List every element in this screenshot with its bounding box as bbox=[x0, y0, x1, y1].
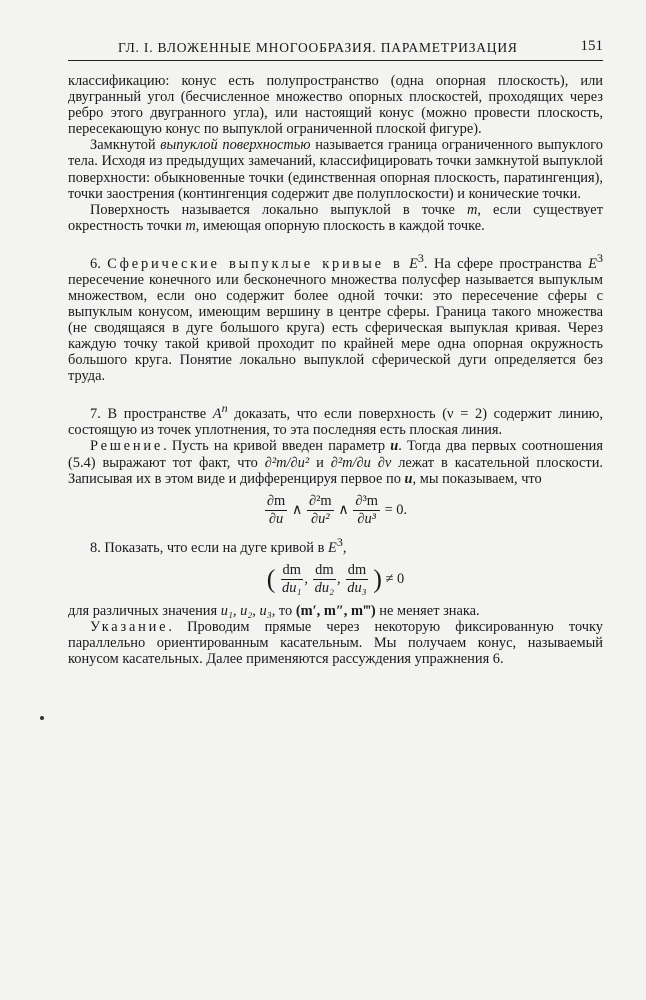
fraction-du2: $\frac{dm}{\text{du₂}}$ bbox=[314, 561, 335, 596]
exercise-8-condition: для различных значения u₁, u₂, u₃, то (m′, m″, m‴) не меняет знака. bbox=[68, 602, 480, 619]
chapter-title: ГЛ. I. ВЛОЖЕННЫЕ МНОГООБРАЗИЯ. ПАРАМЕТРИЗАЦИЯ bbox=[118, 40, 518, 55]
exercise-8: 8. Показать, что если на дуге кривой в $E^3$, bbox=[90, 534, 347, 556]
fraction-du1: $\frac{dm}{\text{du₁}}$ bbox=[282, 561, 302, 596]
fraction-1: $\frac{\partial m}{\partial u}$ bbox=[266, 492, 286, 527]
exercise-6: 6. Сферические выпуклые кривые в $E^3$. На сфере пространства $E^3$ пересечение конечного или бесконечного множества полусфер называется выпуклым множеством, если оно содержит более одной точки: это пересечение сферы с выпуклым конусом, имеющим вершину в центре сферы. Граница такого множества (не сводящаяся в дуге большого круга) есть сферическая выпуклая кривая. Через каждую точку такой кривой проходит по крайней мере одна опорная окружность большого круга. Понятие локально выпуклой сферической дуги определяется без труда. bbox=[68, 250, 603, 385]
fraction-du3: $\frac{dm}{\text{du₃}}$ bbox=[347, 561, 367, 596]
paragraph-locally-convex: Поверхность называется локально выпуклой в точке m, если существует окрестность точки m, имеющая опорную плоскость в каждой точке. bbox=[68, 201, 603, 234]
exercise-7: 7. В пространстве $A^n$ доказать, что если поверхность (ν = 2) содержит линию, состоящую из точек уплотнения, то эта последняя есть плоская линия. bbox=[68, 401, 603, 439]
exercise-7-solution: Решение. Пусть на кривой введен параметр u. Тогда два первых соотношения (5.4) выражают тот факт, что ∂²m/∂u² и ∂²m/∂u ∂v лежат в касательной плоскости. Записывая их в этом виде и дифференцируя первое по u, мы показываем, что bbox=[68, 438, 604, 487]
exercise-6-title: Сферические выпуклые кривые в bbox=[107, 255, 403, 272]
solution-label: Решение bbox=[90, 438, 164, 455]
page-number: 151 bbox=[580, 38, 603, 54]
running-header bbox=[68, 38, 603, 61]
paragraph-closed-convex-surface: Замкнутой выпуклой поверхностью называется граница ограниченного выпуклого тела. Исходя из предыдущих замечаний, классифицировать точки замкнутой выпуклой поверхности: обыкновенные точки (единственная опорная плоскость, паратингенция), точки заострения (контингенция содержит две полуплоскости) и конические точки. bbox=[68, 137, 603, 202]
formula-triple-product: ( $\frac{dm}{\text{du₁}}$ , $\frac{dm}{\text{du₂}}$ , $\frac{dm}{\text{du₃}}$ ) ≠ 0 bbox=[266, 561, 405, 596]
hint-label: Указание bbox=[90, 618, 169, 635]
formula-wedge-product: $\frac{\partial m}{\partial u}$ ∧ $\frac{\text{∂²m}}{\text{∂u²}}$ ∧ $\frac{\text{∂³m}}{\text{∂u³}}$ = 0. bbox=[266, 492, 408, 527]
fraction-3: $\frac{\text{∂³m}}{\text{∂u³}}$ bbox=[355, 492, 378, 527]
page-body bbox=[68, 73, 603, 667]
term-convex-surface: выпуклой поверхностью bbox=[160, 137, 311, 154]
ink-speck bbox=[40, 716, 44, 720]
fraction-2: $\frac{\text{∂²m}}{\text{∂u²}}$ bbox=[308, 492, 332, 527]
exercise-8-hint: Указание. Проводим прямые через некоторую фиксированную точку параллельно ориентированным касательным. Мы получаем конус, называемый конусом касательных. Далее применяются рассуждения упражнения 6. bbox=[68, 618, 603, 667]
paragraph-classification: классификацию: конус есть полупространство (одна опорная плоскость), или двугранный угол (бесчисленное множество опорных плоскостей, проходящих через ребро этого двугранного угла), или настоящий конус (можно провести плоскость, пересекающую конус по выпуклой ограниченной плоской фигуре). bbox=[68, 73, 603, 138]
book-page bbox=[68, 38, 603, 667]
